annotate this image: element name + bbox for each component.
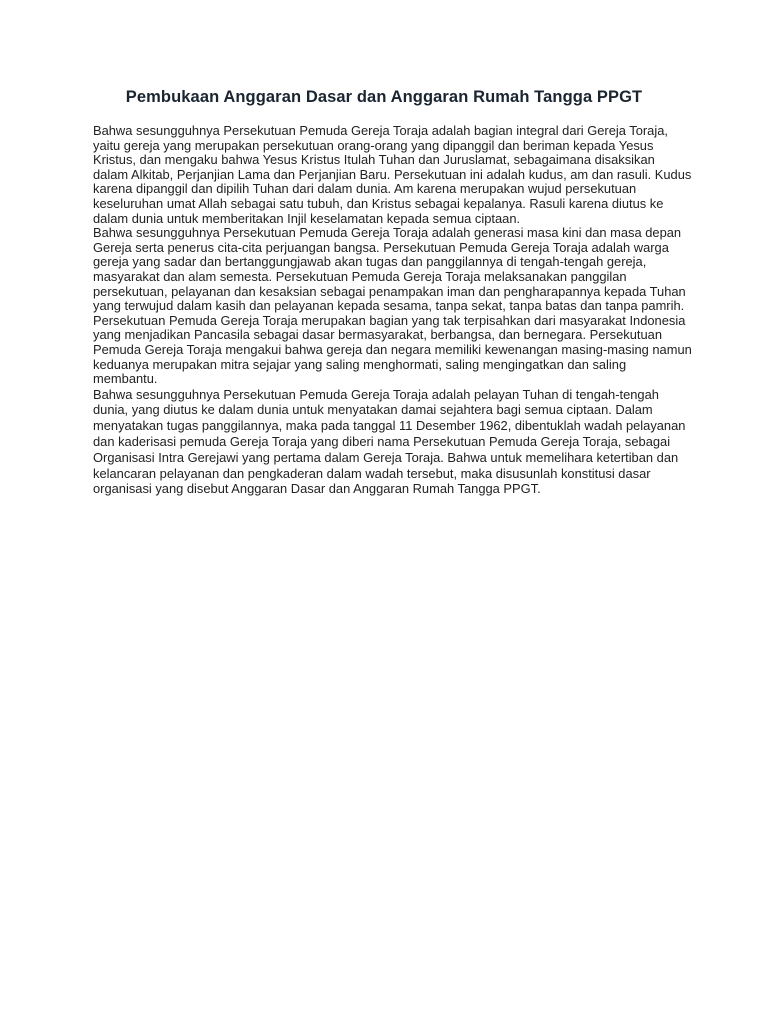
document-title: Pembukaan Anggaran Dasar dan Anggaran Rumah Tangga PPGT xyxy=(125,88,643,106)
paragraph-3: Bahwa sesungguhnya Persekutuan Pemuda Gereja Toraja adalah pelayan Tuhan di tengah-tengah dunia, yang diutus ke dalam dunia untuk menyatakan damai sejahtera bagi semua ciptaan. Dalam menyatakan tugas panggilannya, maka pada tanggal 11 Desember 1962, dibentuklah wadah pelayanan dan kaderisasi pemuda Gereja Toraja yang diberi nama Persekutuan Pemuda Gereja Toraja, sebagai Organisasi Intra Gerejawi yang pertama dalam Gereja Toraja. Bahwa untuk memelihara ketertiban dan kelancaran pelayanan dan pengkaderan dalam wadah tersebut, maka disusunlah konstitusi dasar organisasi yang disebut Anggaran Dasar dan Anggaran Rumah Tangga PPGT. xyxy=(93,386,686,497)
document-body xyxy=(93,124,693,497)
paragraph-1: Bahwa sesungguhnya Persekutuan Pemuda Gereja Toraja adalah bagian integral dari Gereja Toraja, yaitu gereja yang merupakan persekutuan orang-orang yang dipanggil dan beriman kepada Yesus Kristus, dan mengaku bahwa Yesus Kristus Itulah Tuhan dan Juruslamat, sebagaimana disaksikan dalam Alkitab, Perjanjian Lama dan Perjanjian Baru. Persekutuan ini adalah kudus, am dan rasuli. Kudus karena dipanggil dan dipilih Tuhan dari dalam dunia. Am karena merupakan wujud persekutuan keseluruhan umat Allah sebagai satu tubuh, dan Kristus sebagai kepalanya. Rasuli karena diutus ke dalam dunia untuk memberitakan Injil keselamatan kepada semua ciptaan. xyxy=(93,123,692,226)
paragraph-2: Bahwa sesungguhnya Persekutuan Pemuda Gereja Toraja adalah generasi masa kini dan masa depan Gereja serta penerus cita-cita perjuangan bangsa. Persekutuan Pemuda Gereja Toraja adalah warga gereja yang sadar dan bertanggungjawab akan tugas dan panggilannya di tengah-tengah gereja, masyarakat dan alam semesta. Persekutuan Pemuda Gereja Toraja melaksanakan panggilan persekutuan, pelayanan dan kesaksian sebagai penampakan iman dan pengharapannya kepada Tuhan yang terwujud dalam kasih dan pelayanan kepada sesama, tanpa sekat, tanpa batas dan tanpa pamrih. Persekutuan Pemuda Gereja Toraja merupakan bagian yang tak terpisahkan dari masyarakat Indonesia yang menjadikan Pancasila sebagai dasar bermasyarakat, berbangsa, dan bernegara. Persekutuan Pemuda Gereja Toraja mengakui bahwa gereja dan negara memiliki kewenangan masing-masing namun keduanya merupakan mitra sejajar yang saling menghormati, saling mengingatkan dan saling membantu. xyxy=(93,225,692,387)
